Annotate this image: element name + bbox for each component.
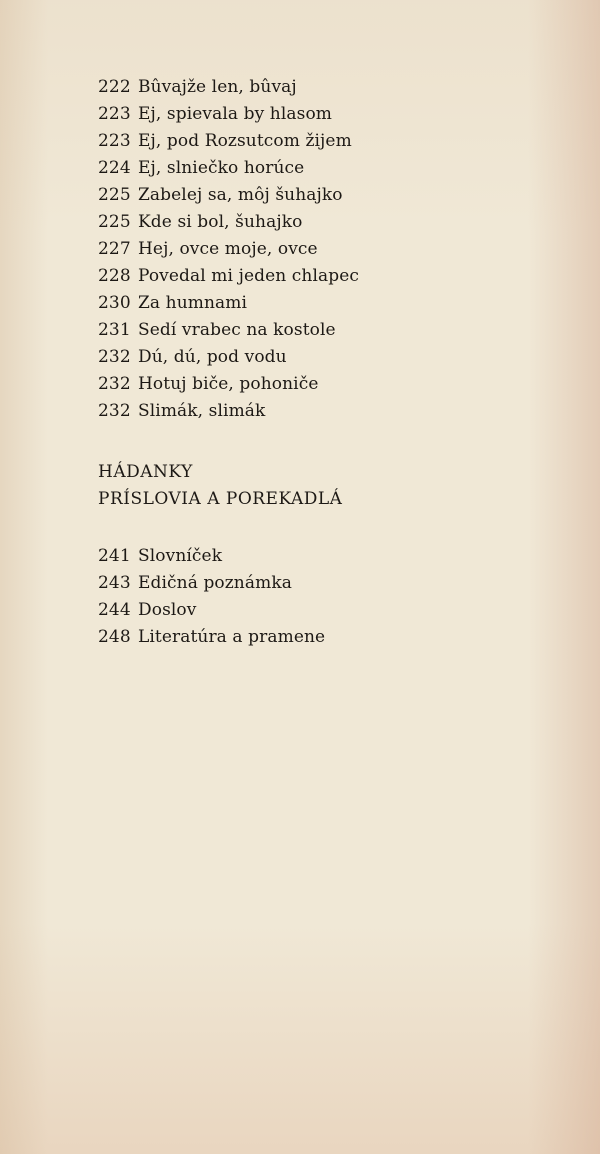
toc-title: Ej, slniečko horúce [138, 158, 305, 178]
toc-page-number: 244 [98, 600, 131, 620]
toc-page-number: 248 [98, 627, 131, 647]
toc-title: Ej, spievala by hlasom [138, 104, 332, 124]
toc-entry [98, 597, 438, 624]
toc-title: Kde si bol, šuhajko [138, 212, 303, 232]
toc-entry [98, 236, 438, 263]
toc-page-number: 228 [98, 266, 131, 286]
toc-title: Literatúra a pramene [138, 627, 326, 647]
toc-page-number: 222 [98, 77, 131, 97]
toc-entry [98, 182, 438, 209]
toc-entry [98, 570, 438, 597]
section-heading [98, 459, 438, 513]
toc-page-number: 224 [98, 158, 131, 178]
section-heading-line: HÁDANKY [98, 462, 193, 482]
toc-page-number: 241 [98, 546, 131, 566]
toc-page-number: 225 [98, 212, 131, 232]
toc-entry [98, 263, 438, 290]
section-heading-line: PRÍSLOVIA A POREKADLÁ [98, 489, 343, 509]
toc-entry [98, 290, 438, 317]
toc-title: Bûvajže len, bûvaj [138, 77, 297, 97]
toc-title: Zabelej sa, môj šuhajko [138, 185, 343, 205]
toc-entry [98, 155, 438, 182]
toc-entry [98, 209, 438, 236]
toc-title: Hotuj biče, pohoniče [138, 374, 319, 394]
toc-entry [98, 317, 438, 344]
toc-page-number: 232 [98, 401, 131, 421]
toc-page-number: 223 [98, 104, 131, 124]
toc-entry [98, 543, 438, 570]
toc-title: Edičná poznámka [138, 573, 292, 593]
toc-page-number: 227 [98, 239, 131, 259]
toc-page-number: 243 [98, 573, 131, 593]
toc-appendix-list [98, 543, 438, 651]
toc-title: Doslov [138, 600, 197, 620]
toc-title: Sedí vrabec na kostole [138, 320, 336, 340]
toc-title: Ej, pod Rozsutcom žijem [138, 131, 352, 151]
toc-entry [98, 398, 438, 425]
toc-main-list [98, 74, 438, 425]
toc-entry [98, 624, 438, 651]
toc-title: Dú, dú, pod vodu [138, 347, 287, 367]
table-of-contents [98, 74, 438, 651]
toc-page-number: 225 [98, 185, 131, 205]
toc-page-number: 232 [98, 374, 131, 394]
toc-title: Slimák, slimák [138, 401, 266, 421]
toc-title: Slovníček [138, 546, 223, 566]
toc-entry [98, 101, 438, 128]
toc-entry [98, 74, 438, 101]
toc-page-number: 232 [98, 347, 131, 367]
toc-page-number: 223 [98, 131, 131, 151]
toc-page-number: 230 [98, 293, 131, 313]
toc-title: Hej, ovce moje, ovce [138, 239, 318, 259]
toc-title: Za humnami [138, 293, 248, 313]
toc-page-number: 231 [98, 320, 131, 340]
toc-entry [98, 128, 438, 155]
toc-entry [98, 371, 438, 398]
toc-entry [98, 344, 438, 371]
toc-title: Povedal mi jeden chlapec [138, 266, 360, 286]
